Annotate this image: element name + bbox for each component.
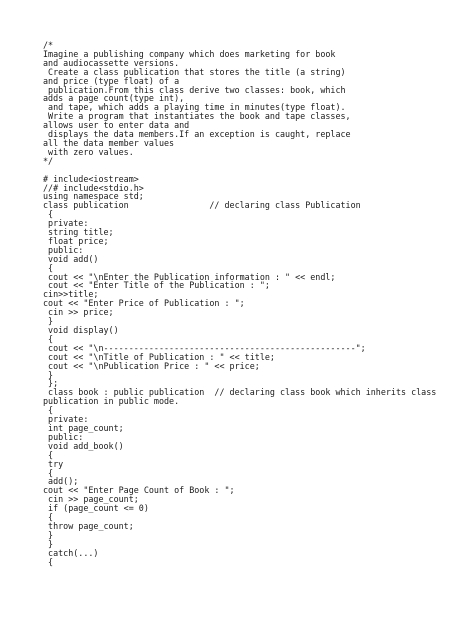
code-line: //# include<stdio.h> bbox=[43, 182, 144, 193]
code-line: Write a program that instantiates the book and tape classes, bbox=[43, 111, 351, 122]
code-line: publication.From this class derive two classes: book, which bbox=[43, 84, 346, 95]
code-line: with zero values. bbox=[43, 146, 134, 157]
code-line: adds a page count(type int), bbox=[43, 93, 185, 104]
code-line: displays the data members.If an exception is caught, replace bbox=[43, 129, 351, 140]
code-line: { bbox=[43, 333, 54, 344]
code-line: { bbox=[43, 262, 54, 273]
code-line: cout << "Enter Page Count of Book : "; bbox=[43, 485, 235, 496]
code-line: } bbox=[43, 538, 54, 549]
code-line: catch(...) bbox=[43, 547, 99, 558]
code-line: void add() bbox=[43, 253, 99, 264]
code-line: allows user to enter data and bbox=[43, 120, 190, 131]
code-line: void display() bbox=[43, 325, 119, 335]
code-line: and tape, which adds a playing time in minutes(type float). bbox=[43, 102, 346, 113]
code-line: cout << "\nTitle of Publication : " << title; bbox=[43, 351, 275, 362]
code-line: { bbox=[43, 556, 54, 567]
code-line: { bbox=[43, 467, 54, 478]
code-line: void add_book() bbox=[43, 440, 124, 451]
code-line: Create a class publication that stores the title (a string) bbox=[43, 66, 346, 77]
code-line: private: bbox=[43, 414, 89, 425]
code-line: { bbox=[43, 512, 54, 523]
code-line: { bbox=[43, 449, 54, 460]
code-line: } bbox=[43, 529, 54, 540]
code-line: and price (type float) of a bbox=[43, 75, 180, 86]
code-line: cin >> page_count; bbox=[43, 494, 139, 505]
code-line: and audiocassette versions. bbox=[43, 57, 180, 68]
code-line: cout << "Enter Price of Publication : "; bbox=[43, 298, 245, 309]
code-line: { bbox=[43, 209, 54, 220]
code-line: cout << "\nPublication Price : " << price; bbox=[43, 360, 260, 371]
code-line: public: bbox=[43, 244, 84, 255]
code-line: class publication // declaring class Publication bbox=[43, 200, 361, 211]
code-line: if (page_count <= 0) bbox=[43, 503, 149, 514]
code-line: { bbox=[43, 405, 54, 416]
code-line: class book : public publication // declaring class book which inherits class bbox=[43, 387, 437, 398]
code-line: } bbox=[43, 369, 54, 380]
code-line: public: bbox=[43, 431, 84, 442]
code-line: }; bbox=[43, 378, 59, 389]
code-line: all the data member values bbox=[43, 137, 175, 148]
code-line: string title; bbox=[43, 227, 114, 238]
code-line: cout << "Enter Title of the Publication : "; bbox=[43, 280, 270, 291]
code-line: publication in public mode. bbox=[43, 396, 180, 407]
code-line: cout << "\n--------------------------------------------------"; bbox=[43, 342, 366, 353]
code-line: /* bbox=[43, 40, 54, 50]
code-line: cout << "\nEnter the Publication information : " << endl; bbox=[43, 271, 336, 282]
code-listing bbox=[43, 41, 463, 566]
code-line: private: bbox=[43, 218, 89, 229]
code-line: # include<iostream> bbox=[43, 173, 139, 184]
code-line: cin>>title; bbox=[43, 289, 99, 300]
code-line: float price; bbox=[43, 235, 109, 246]
code-line: int page_count; bbox=[43, 422, 124, 433]
code-line: throw page_count; bbox=[43, 520, 134, 531]
code-line: */ bbox=[43, 155, 54, 166]
code-line: add(); bbox=[43, 476, 79, 487]
code-line: cin >> price; bbox=[43, 307, 114, 318]
code-line: using namespace std; bbox=[43, 191, 144, 202]
code-line: Imagine a publishing company which does marketing for book bbox=[43, 48, 336, 59]
code-line: try bbox=[43, 458, 64, 469]
code-line: } bbox=[43, 316, 54, 327]
